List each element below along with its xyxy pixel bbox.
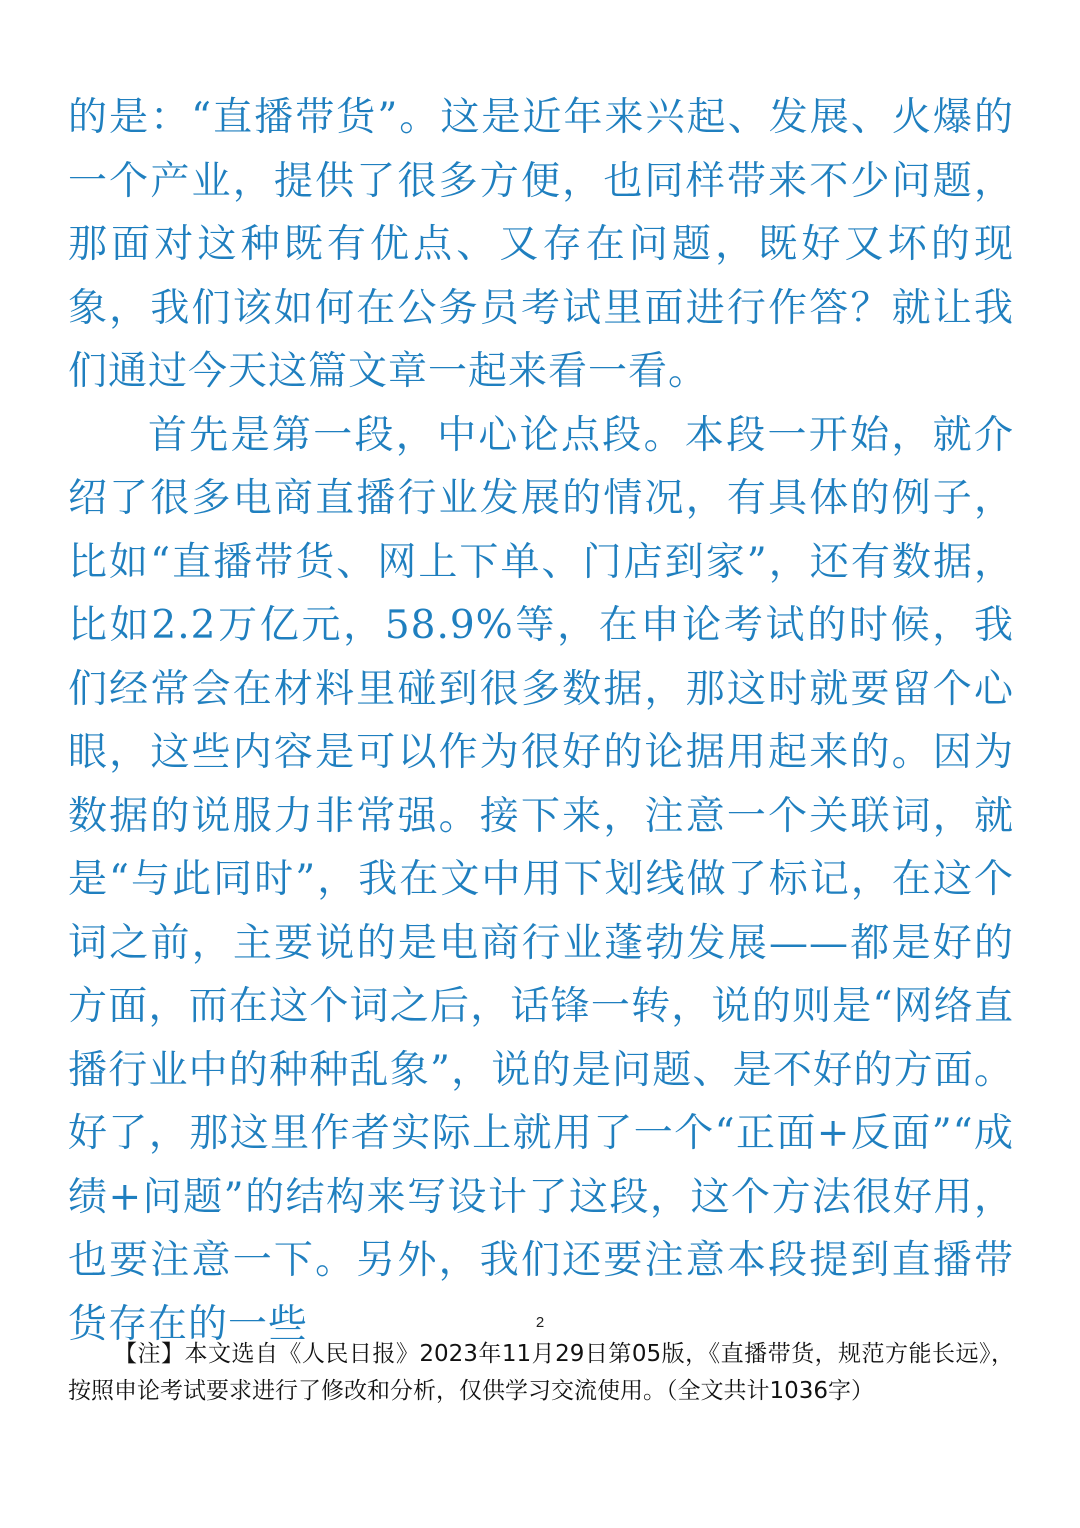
paragraph-analysis: 首先是第一段，中心论点段。本段一开始，就介绍了很多电商直播行业发展的情况，有具体的例子，比如“直播带货、网上下单、门店到家”，还有数据，比如2.2万亿元，58.9%等，在申论考试的时候，我们经常会在材料里碰到很多数据，那这时就要留个心眼，这些内容是可以作为很好的论据用起来的。因为数据的说服力非常强。接下来，注意一个关联词，就是“与此同时”，我在文中用下划线做了标记，在这个词之前，主要说的是电商行业蓬勃发展——都是好的方面，而在这个词之后，话锋一转，说的则是“网络直播行业中的种种乱象”，说的是问题、是不好的方面。好了，那这里作者实际上就用了一个“正面+反面”“成绩+问题”的结构来写设计了这段，这个方法很好用，也要注意一下。另外，我们还要注意本段提到直播带货存在的一些	[68, 412, 1014, 1347]
paragraph-continuation: 的是：“直播带货”。这是近年来兴起、发展、火爆的一个产业，提供了很多方便，也同样带来不少问题，那面对这种既有优点、又存在问题，既好又坏的现象，我们该如何在公务员考试里面进行作答？就让我们通过今天这篇文章一起来看一看。	[68, 95, 1014, 394]
page-number: 2	[535, 1314, 545, 1331]
footnote: 【注】本文选自《人民日报》2023年11月29日第05版，《直播带货，规范方能长远》，按照申论考试要求进行了修改和分析，仅供学习交流使用。（全文共计1036字）	[68, 1341, 1014, 1404]
body-text	[68, 86, 1014, 1356]
